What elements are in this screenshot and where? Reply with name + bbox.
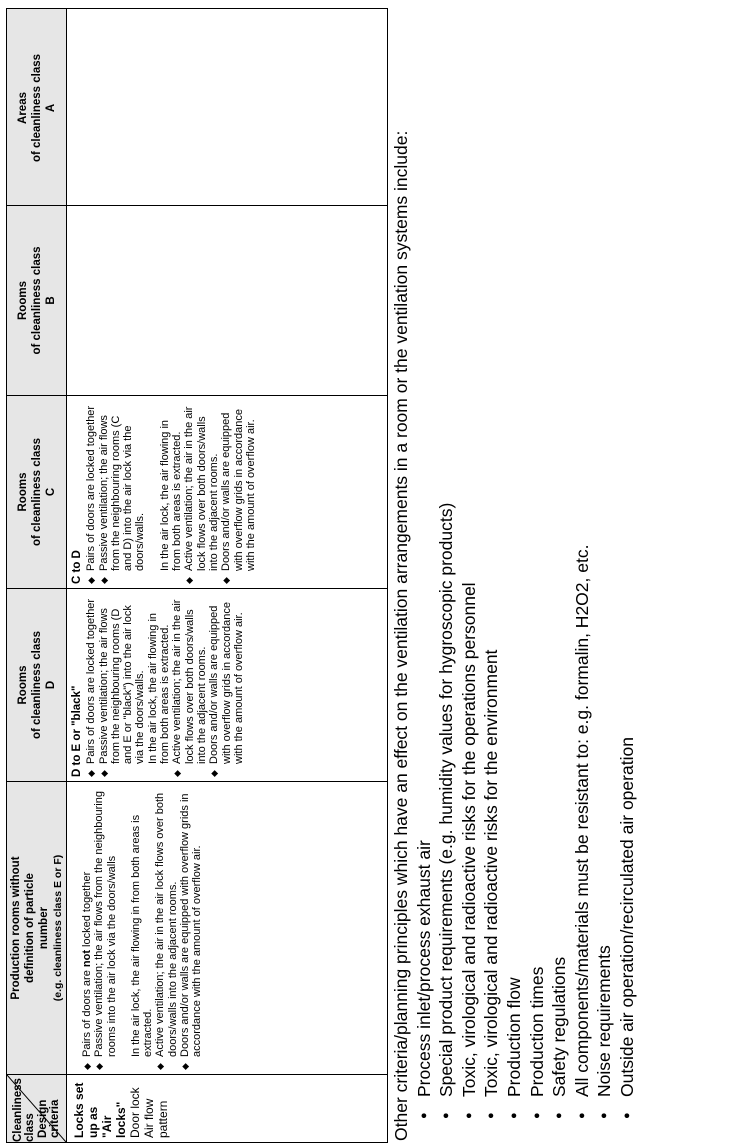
list-item: ● Toxic, virological and radioactive risks for the operations personnel <box>458 11 481 1119</box>
production-rooms-cell <box>67 781 387 1074</box>
passive-item: ◆ Passive ventilation; the air flows from the neighbouring rooms (D and E or "black") into the air lock via the doors/walls. <box>98 592 147 777</box>
list-item: ● Production times <box>526 11 549 1119</box>
class-b-cell <box>67 205 387 395</box>
table-header-row <box>7 9 67 1142</box>
header-line: (e.g. cleanliness class E or F) <box>51 854 64 1002</box>
active-item: ◆ Active ventilation; the air in the air lock flows over both doors/walls into the adjacent rooms. <box>171 592 208 777</box>
header-line: B <box>44 296 57 305</box>
header-class-c <box>7 395 66 588</box>
list-item: ● Safety regulations <box>548 11 571 1119</box>
criteria-line: "Air locks" <box>100 1101 128 1138</box>
class-a-cell <box>67 11 387 205</box>
list-item: ● Noise requirements <box>593 11 616 1119</box>
header-line: of cleanliness class <box>30 246 43 355</box>
header-line: Areas <box>16 92 29 124</box>
list-item: ● All components/materials must be resistant to: e.g. formalin, H2O2, etc. <box>571 11 594 1119</box>
header-class-d <box>7 588 66 781</box>
header-line: Rooms <box>16 472 29 512</box>
active-item: ◆ Active ventilation; the air in the air lock flows over both doors/walls into the adjacent rooms. <box>154 785 179 1070</box>
passive-item: ◆ Passive ventilation; the air flows from the neighbouring rooms (C and D) into the air lock via the doors/walls. <box>98 399 147 584</box>
header-line: Rooms <box>16 665 29 705</box>
header-class-a <box>7 11 66 205</box>
header-line: Rooms <box>16 281 29 320</box>
criteria-line: Air flow pattern <box>142 1098 170 1138</box>
header-line: C <box>44 487 57 497</box>
airlock-table <box>6 8 388 1143</box>
class-c-cell <box>67 395 387 588</box>
header-line: A <box>44 103 57 113</box>
other-criteria <box>390 11 639 1141</box>
table-body-row <box>67 9 387 1142</box>
text: locked together <box>81 871 93 951</box>
grids-item: ◆ Doors and/or walls are equipped with overflow grids in accordance with the amount of overflow air. <box>179 785 204 1070</box>
header-line: D <box>44 680 57 690</box>
list-item: ● Special product requirements (e.g. humidity values for hygroscopic products) <box>435 11 458 1119</box>
header-class-b <box>7 205 66 395</box>
airlock-text: In the air lock, the air flowing in from both areas is extracted. <box>146 612 172 764</box>
other-intro: Other criteria/planning principles which have an effect on the ventilation arrangements in a room or the ventilation systems include: <box>391 130 411 1141</box>
other-list <box>413 11 639 1141</box>
text-bold: not <box>81 950 93 968</box>
corner-cell <box>7 1074 66 1142</box>
class-d-subtitle: D to E or "black" <box>71 685 83 777</box>
active-item: ◆ Active ventilation; the air in the air lock flows over both doors/walls into the adjacent rooms. <box>183 399 220 584</box>
list-item: ● Process inlet/process exhaust air <box>413 11 436 1119</box>
doors-item <box>81 785 93 1070</box>
header-line: of cleanliness class <box>30 630 43 740</box>
passive-item: ◆ Passive ventilation; the air flows from the neighbouring rooms into the air lock via the doors/walls <box>93 785 118 1070</box>
grids-item: ◆ Doors and/or walls are equipped with overflow grids in accordance with the amount of overflow air. <box>208 592 245 777</box>
doors-item: ◆ Pairs of doors are locked together <box>85 592 97 777</box>
header-line: number <box>37 906 50 950</box>
corner-top-label: Cleanliness class <box>12 1078 36 1142</box>
criteria-line: Locks set up as <box>72 1082 100 1138</box>
corner-bottom-label: Design criteria <box>37 1099 61 1138</box>
header-line: Production rooms without <box>9 856 22 1000</box>
header-line: of cleanliness class <box>30 53 43 163</box>
list-item: ● Outside air operation/recirculated air operation <box>616 11 639 1119</box>
class-c-subtitle: C to D <box>71 550 83 584</box>
header-production-rooms <box>7 781 66 1074</box>
design-criteria-cell <box>67 1074 387 1142</box>
airlock-text: In the air lock, the air flowing in from both areas is extracted. <box>158 419 184 571</box>
grids-item: ◆ Doors and/or walls are equipped with overflow grids in accordance with the amount of overflow air. <box>220 399 257 584</box>
list-item: ● Production flow <box>503 11 526 1119</box>
header-line: of cleanliness class <box>30 437 43 547</box>
text: Pairs of doors are <box>81 967 93 1057</box>
criteria-line: Door lock <box>128 1087 142 1138</box>
list-item: ● Toxic, virological and radioactive risks for the environment <box>480 11 503 1119</box>
header-line: definition of particle <box>23 873 36 983</box>
doors-item: ◆ Pairs of doors are locked together <box>85 399 97 584</box>
class-d-cell <box>67 588 387 781</box>
airlock-text: In the air lock, the air flowing in from both areas is extracted. <box>129 814 155 1057</box>
